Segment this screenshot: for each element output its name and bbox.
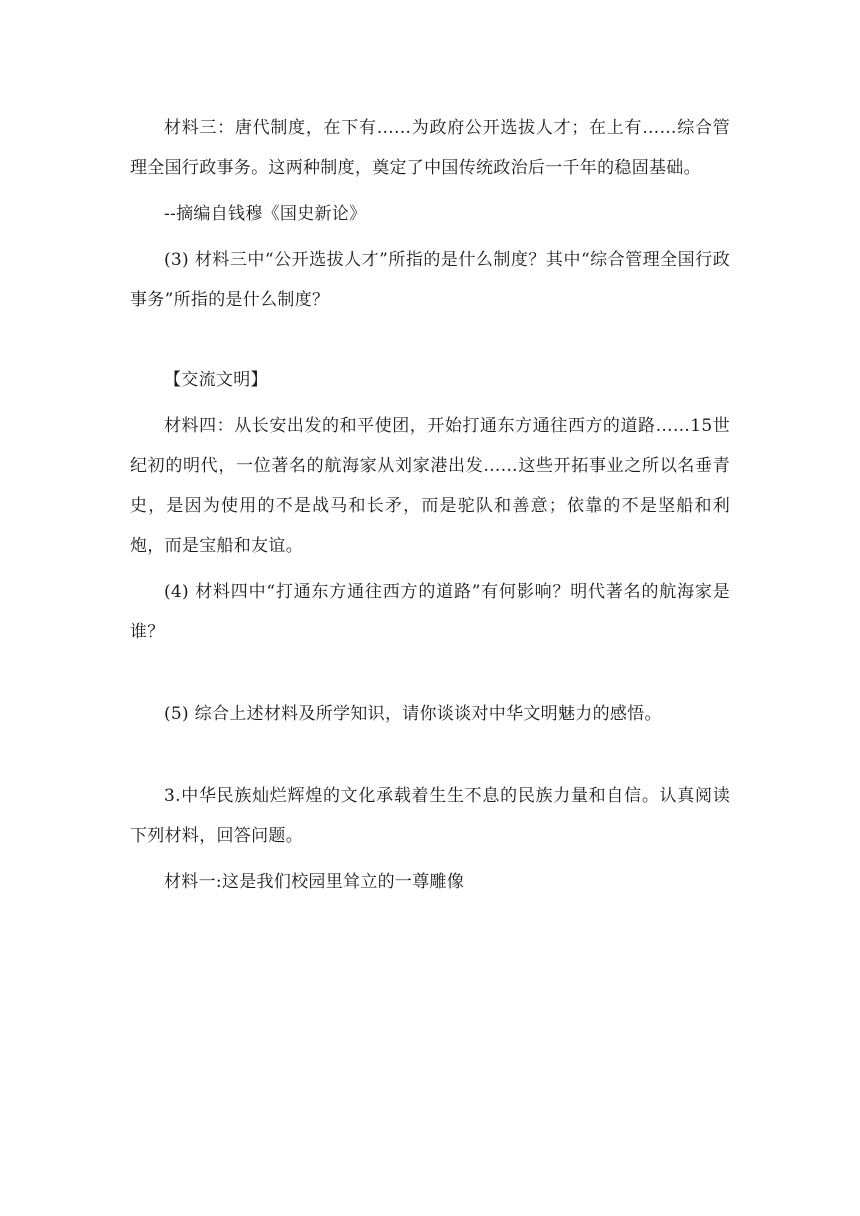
question-five: (5) 综合上述材料及所学知识，请你谈谈对中华文明魅力的感悟。 [164,704,662,724]
spacer [130,320,730,360]
question-four: (4) 材料四中“打通东方通往西方的道路”有何影响？明代著名的航海家是谁？ [130,582,730,642]
material-one-paragraph: 材料一:这是我们校园里耸立的一尊雕像 [164,872,465,892]
spacer [130,734,730,776]
material-four-paragraph: 材料四：从长安出发的和平使团，开始打通东方通往西方的道路……15世纪初的明代，一位著名的航海家从刘家港出发……这些开拓事业之所以名垂青史，是因为使用的不是战马和长矛，而是驼队和善意；依靠的不是坚船和利炮，而是宝船和友谊。 [130,416,730,556]
spacer [130,652,730,694]
section-heading: 【交流文明】 [164,370,268,390]
material-three-source: --摘编自钱穆《国史新论》 [164,204,367,224]
question-three: (3) 材料三中“公开选拔人才”所指的是什么制度？其中“综合管理全国行政事务”所指的是什么制度？ [130,250,730,310]
material-three-paragraph: 材料三：唐代制度，在下有……为政府公开选拔人才；在上有……综合管理全国行政事务。这两种制度，奠定了中国传统政治后一千年的稳固基础。 [130,118,730,178]
question-three-main: 3.中华民族灿烂辉煌的文化承载着生生不息的民族力量和自信。认真阅读下列材料，回答问题。 [130,786,730,846]
document-page [130,108,730,902]
